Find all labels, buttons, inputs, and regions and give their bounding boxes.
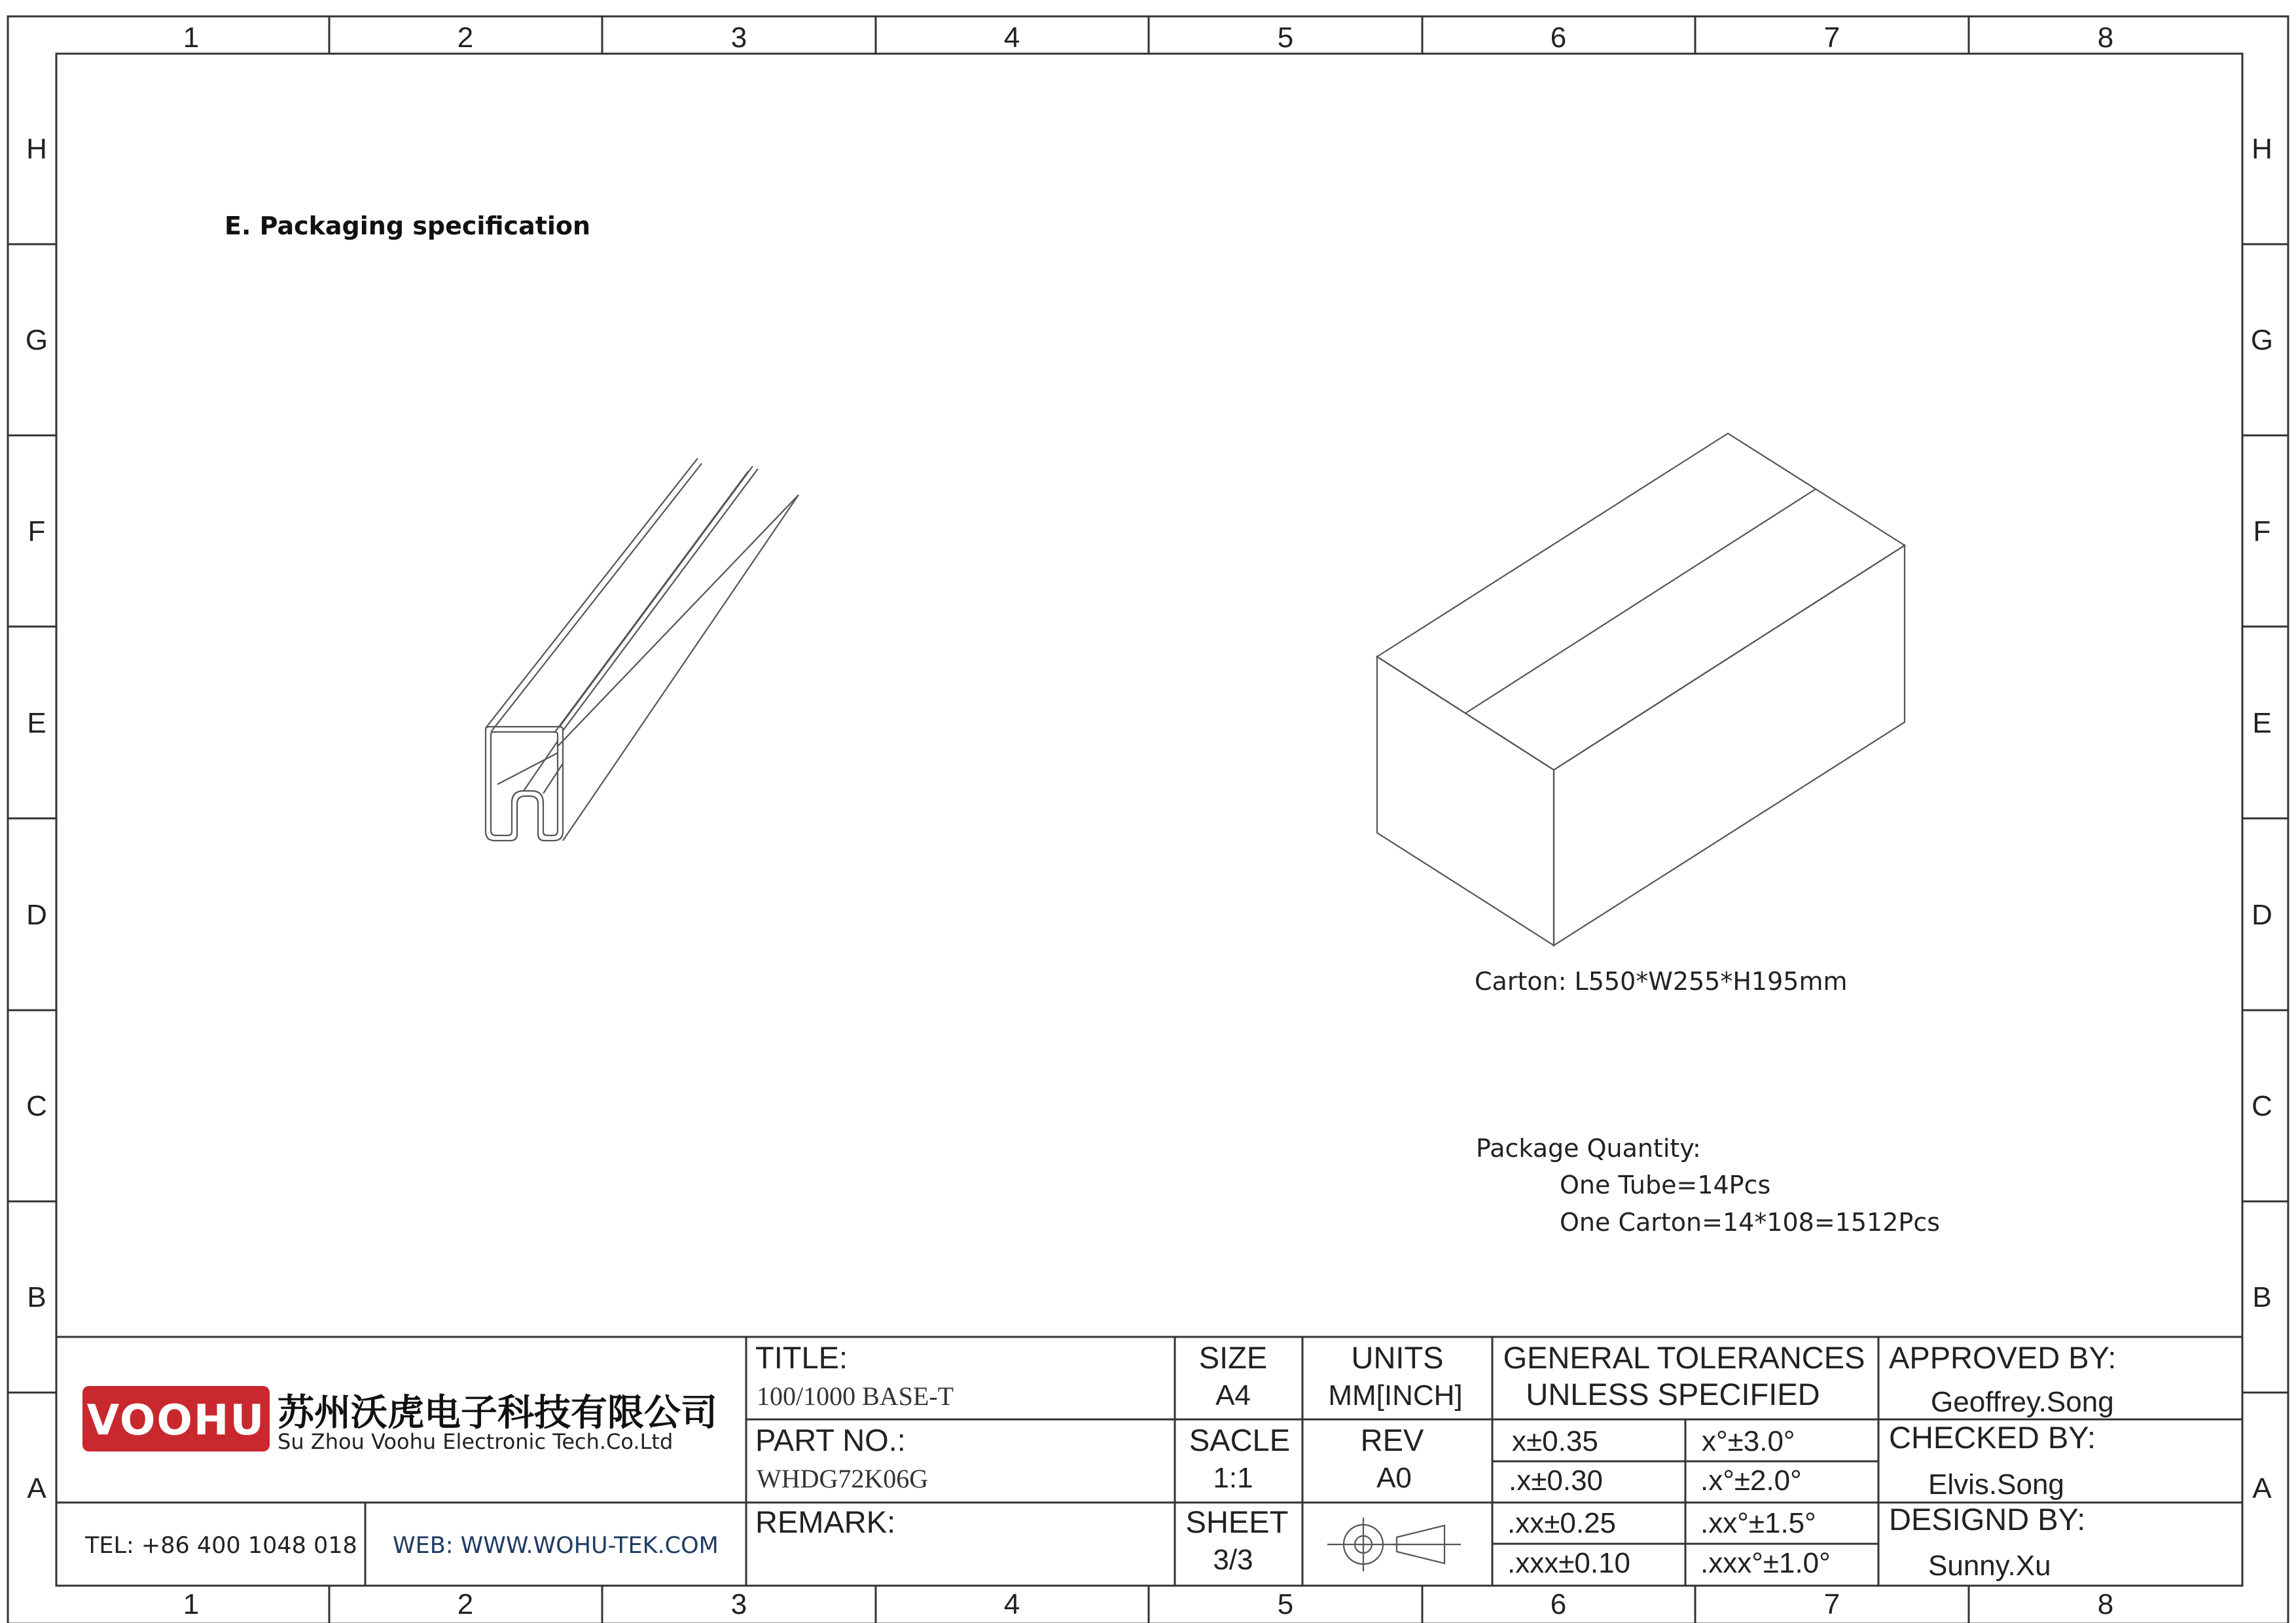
outer-frame [8, 16, 2288, 1623]
package-carton: One Carton=14*108=1512Pcs [1560, 1208, 1941, 1237]
package-heading: Package Quantity: [1476, 1134, 1701, 1163]
projection-symbol-icon [1327, 1518, 1461, 1571]
tolerance-angular: .x°±2.0° [1700, 1465, 1802, 1497]
row-label: H [2251, 133, 2272, 165]
designed-value: Sunny.Xu [1928, 1550, 2051, 1582]
col-label: 6 [1550, 1588, 1567, 1620]
row-label: C [2251, 1090, 2272, 1122]
row-label: D [26, 899, 47, 931]
company-tel: TEL: +86 400 1048 018 [85, 1533, 357, 1559]
tolerance-subtitle: UNLESS SPECIFIED [1526, 1377, 1820, 1412]
row-label: B [2252, 1281, 2272, 1313]
checked-value: Elvis.Song [1928, 1468, 2064, 1501]
company-name-en: Su Zhou Voohu Electronic Tech.Co.Ltd [278, 1429, 673, 1454]
units-value: MM[INCH] [1328, 1379, 1463, 1412]
title-label: TITLE: [755, 1340, 848, 1375]
part-no-value: WHDG72K06G [757, 1464, 929, 1493]
col-label: 7 [1823, 1588, 1840, 1620]
designed-label: DESIGND BY: [1889, 1502, 2086, 1537]
col-label: 6 [1550, 22, 1567, 54]
units-label: UNITS [1351, 1340, 1444, 1375]
row-label: H [26, 133, 47, 165]
logo-text: VOOHU [86, 1396, 266, 1445]
row-label: E [27, 707, 46, 739]
part-no-label: PART NO.: [755, 1423, 906, 1457]
row-label: F [27, 515, 46, 547]
tolerance-angular: x°±3.0° [1702, 1425, 1795, 1457]
tolerance-linear: x±0.35 [1512, 1425, 1598, 1457]
remark-label: REMARK: [755, 1504, 896, 1539]
col-label: 2 [457, 1588, 474, 1620]
rev-value: A0 [1376, 1462, 1412, 1494]
col-label: 7 [1823, 22, 1840, 54]
row-label: A [2252, 1472, 2272, 1504]
tolerance-linear: .xxx±0.10 [1507, 1547, 1631, 1579]
col-label: 8 [2097, 1588, 2114, 1620]
company-web[interactable]: WEB: WWW.WOHU-TEK.COM [393, 1533, 719, 1559]
col-label: 4 [1003, 22, 1020, 54]
col-label: 8 [2097, 22, 2114, 54]
col-label: 1 [183, 1588, 200, 1620]
company-name-cn: 苏州沃虎电子科技有限公司 [278, 1392, 717, 1434]
col-label: 5 [1277, 22, 1294, 54]
sheet-label: SHEET [1185, 1504, 1289, 1539]
scale-value: 1:1 [1213, 1462, 1253, 1494]
section-title: E. Packaging specification [224, 211, 591, 240]
tolerance-title: GENERAL TOLERANCES [1503, 1340, 1865, 1375]
tolerance-linear: .xx±0.25 [1507, 1507, 1617, 1539]
package-tube: One Tube=14Pcs [1560, 1171, 1771, 1199]
approvals [1889, 1340, 2116, 1582]
row-label: G [25, 324, 48, 356]
carton-dimensions: Carton: L550*W255*H195mm [1475, 967, 1848, 996]
tolerance-angular: .xx°±1.5° [1700, 1507, 1816, 1539]
title-value: 100/1000 BASE-T [757, 1381, 954, 1411]
col-label: 2 [457, 22, 474, 54]
carton-box-drawing [1377, 433, 1905, 945]
row-label: E [2252, 707, 2272, 739]
approved-label: APPROVED BY: [1889, 1340, 2117, 1375]
col-label: 4 [1003, 1588, 1020, 1620]
tolerance-linear: .x±0.30 [1509, 1465, 1604, 1497]
sheet-value: 3/3 [1213, 1544, 1253, 1576]
row-label: A [27, 1472, 46, 1504]
approved-value: Geoffrey.Song [1931, 1386, 2114, 1418]
col-label: 3 [730, 1588, 747, 1620]
row-ticks [8, 244, 2288, 1393]
scale-label: SACLE [1189, 1423, 1291, 1457]
checked-label: CHECKED BY: [1889, 1420, 2096, 1455]
row-label: F [2253, 515, 2271, 547]
size-value: A4 [1215, 1379, 1251, 1412]
company-logo [82, 1386, 270, 1451]
tolerance-angular: .xxx°±1.0° [1700, 1547, 1831, 1579]
row-label: G [2250, 324, 2274, 356]
col-label: 1 [183, 22, 200, 54]
package-quantity [1476, 1134, 1940, 1237]
row-label: B [27, 1281, 46, 1313]
size-label: SIZE [1198, 1340, 1268, 1375]
row-label: D [2251, 899, 2272, 931]
rev-label: REV [1360, 1423, 1424, 1457]
row-label: C [26, 1090, 47, 1122]
col-label: 5 [1277, 1588, 1294, 1620]
col-label: 3 [730, 22, 747, 54]
tube-drawing [486, 458, 798, 841]
